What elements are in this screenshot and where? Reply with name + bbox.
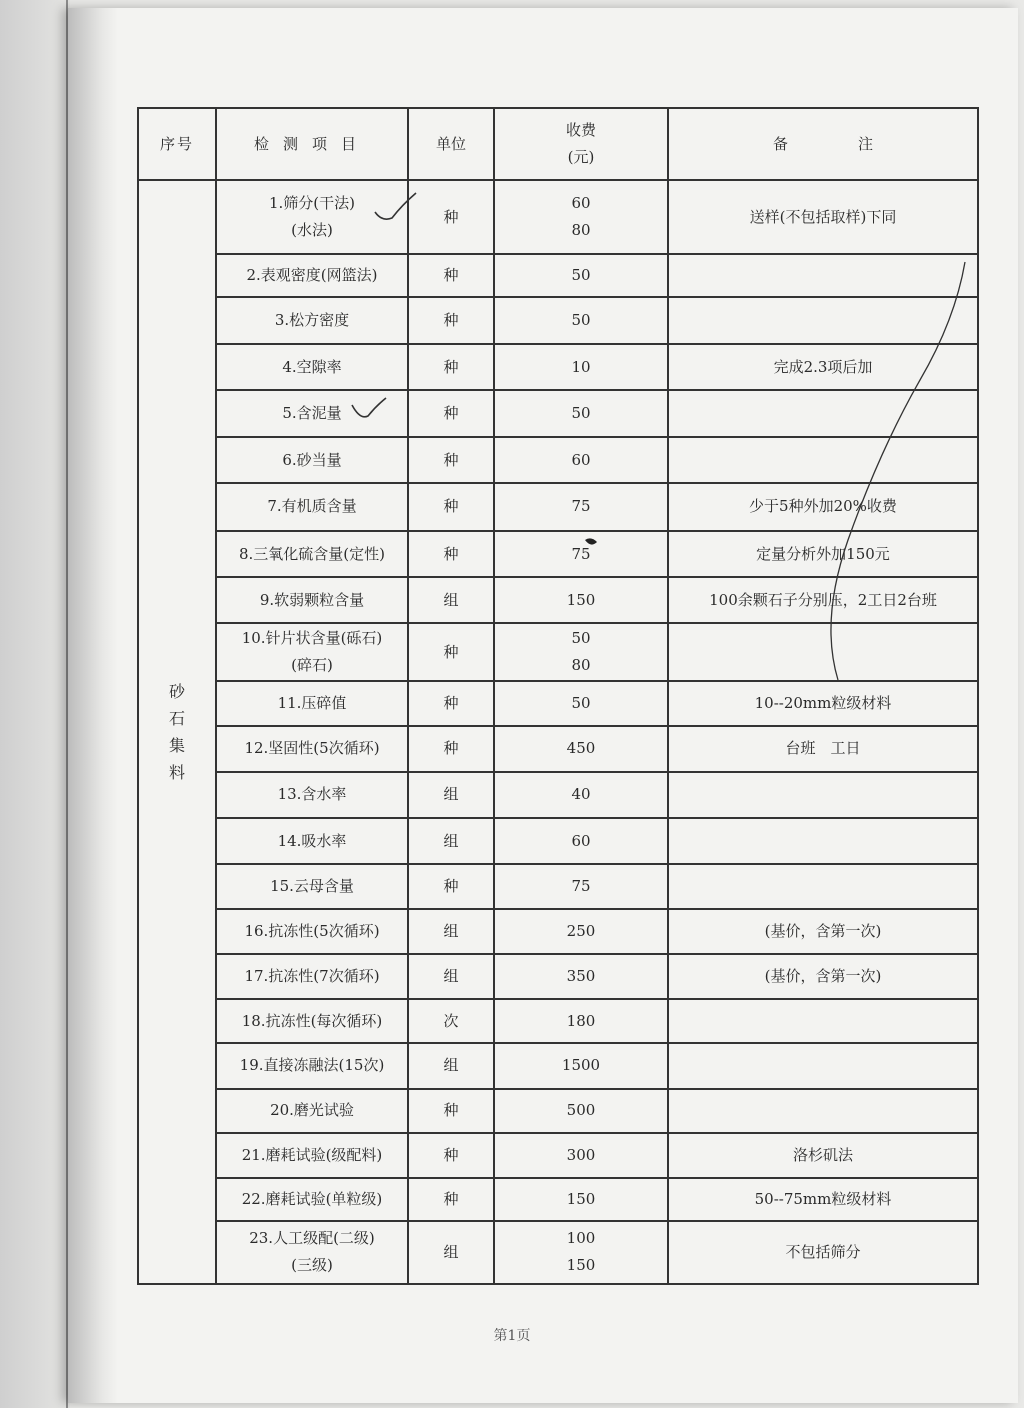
fee-cell [494, 531, 668, 578]
category-char: 料 [168, 763, 185, 782]
fee-cell [494, 390, 668, 437]
fee-cell-text: 50 [571, 266, 591, 285]
item-cell-text: 3.松方密度 [274, 310, 350, 329]
item-cell [216, 818, 408, 864]
unit-cell [408, 681, 494, 726]
note-cell [668, 772, 978, 819]
item-cell [216, 864, 408, 909]
fee-cell [494, 818, 668, 864]
fee-cell [494, 1221, 668, 1284]
header-fee-line1: 收费 [565, 121, 596, 139]
fee-cell-text: 10 [571, 357, 591, 376]
unit-cell-text: 种 [443, 404, 459, 423]
table-row [138, 864, 978, 909]
note-cell [668, 344, 978, 391]
unit-cell [408, 1221, 494, 1284]
item-cell-text: 21.磨耗试验(级配料) [241, 1146, 383, 1165]
fee-cell-text: 60 [571, 194, 591, 213]
note-cell [668, 180, 978, 254]
item-cell-text: 16.抗冻性(5次循环) [244, 922, 380, 941]
item-cell-text: 1.筛分(干法) [268, 194, 356, 213]
header-fee [494, 108, 668, 180]
table-row [138, 681, 978, 726]
category-char: 石 [168, 709, 185, 728]
item-cell [216, 297, 408, 344]
unit-cell [408, 623, 494, 681]
table-row [138, 531, 978, 578]
unit-cell-text: 次 [443, 1011, 459, 1030]
item-cell-text: 23.人工级配(二级) [249, 1229, 375, 1248]
note-cell [668, 390, 978, 437]
note-cell-text: 送样(不包括取样)下同 [749, 207, 897, 226]
note-cell [668, 483, 978, 531]
item-cell [216, 577, 408, 623]
fee-cell [494, 437, 668, 483]
note-cell-text: (基价，含第一次) [764, 967, 882, 986]
category-char: 集 [168, 736, 185, 755]
fee-cell [494, 344, 668, 391]
item-cell [216, 1043, 408, 1089]
item-cell [216, 390, 408, 437]
table-row [138, 726, 978, 772]
fee-cell-text: 180 [566, 1011, 596, 1030]
unit-cell [408, 1178, 494, 1221]
note-cell-text: (基价，含第一次) [764, 922, 882, 941]
item-cell [216, 1178, 408, 1221]
item-cell [216, 681, 408, 726]
unit-cell-text: 组 [443, 590, 459, 609]
fee-cell-text: 50 [571, 693, 591, 712]
note-cell [668, 1178, 978, 1221]
item-cell [216, 1089, 408, 1134]
fee-cell-text: 300 [566, 1146, 596, 1165]
table-row [138, 818, 978, 864]
item-cell-text: 14.吸水率 [277, 831, 347, 850]
note-cell [668, 1221, 978, 1284]
table-row [138, 1178, 978, 1221]
fee-cell [494, 297, 668, 344]
unit-cell [408, 1089, 494, 1134]
header-fee-line2: (元) [567, 148, 595, 166]
item-cell-text: 9.软弱颗粒含量 [259, 590, 365, 609]
header-item: 检测项目 [216, 108, 408, 180]
item-cell-text: 20.磨光试验 [270, 1101, 354, 1120]
unit-cell [408, 344, 494, 391]
fee-cell-text-2: 80 [571, 221, 591, 240]
item-cell-text: 12.坚固性(5次循环) [244, 739, 380, 758]
item-cell [216, 531, 408, 578]
table-row [138, 1221, 978, 1284]
table-row [138, 297, 978, 344]
fee-cell [494, 681, 668, 726]
item-cell [216, 772, 408, 819]
unit-cell [408, 180, 494, 254]
unit-cell [408, 818, 494, 864]
fee-cell [494, 1133, 668, 1178]
fee-cell-text: 40 [571, 785, 591, 804]
unit-cell-text: 种 [443, 693, 459, 712]
fee-cell-text: 450 [566, 739, 596, 758]
item-cell-text: 6.砂当量 [282, 450, 342, 469]
fee-cell [494, 577, 668, 623]
fee-cell [494, 726, 668, 772]
fee-cell-text-2: 80 [571, 656, 591, 675]
item-cell-text: 4.空隙率 [282, 357, 342, 376]
note-cell [668, 954, 978, 999]
unit-cell-text: 种 [443, 642, 459, 661]
note-cell [668, 577, 978, 623]
fee-cell [494, 999, 668, 1043]
item-cell-text-2: (三级) [291, 1256, 333, 1275]
table-row [138, 772, 978, 819]
note-cell-text: 洛杉矶法 [792, 1146, 853, 1165]
table-row [138, 254, 978, 297]
fee-cell [494, 483, 668, 531]
note-cell-text: 定量分析外加150元 [756, 544, 890, 563]
note-cell-text: 100余颗石子分别压，2工日2台班 [709, 590, 937, 609]
fee-cell-text: 150 [566, 1189, 596, 1208]
fee-cell-text: 50 [571, 310, 591, 329]
unit-cell-text: 种 [443, 739, 459, 758]
unit-cell [408, 254, 494, 297]
unit-cell-text: 种 [443, 207, 459, 226]
note-cell-text: 10--20mm粒级材料 [754, 693, 892, 712]
header-seq: 序号 [138, 108, 216, 180]
unit-cell-text: 种 [443, 310, 459, 329]
note-cell [668, 254, 978, 297]
item-cell-text: 13.含水率 [277, 785, 347, 804]
item-cell-text: 8.三氧化硫含量(定性) [238, 544, 386, 563]
unit-cell-text: 种 [443, 1101, 459, 1120]
fee-cell-text: 60 [571, 831, 591, 850]
table-row [138, 390, 978, 437]
unit-cell-text: 组 [443, 831, 459, 850]
item-cell [216, 344, 408, 391]
unit-cell-text: 种 [443, 1146, 459, 1165]
header-note-b: 注 [858, 134, 874, 153]
item-cell [216, 623, 408, 681]
page-number: 第1页 [493, 1328, 531, 1344]
fee-cell-text: 75 [571, 544, 591, 563]
fee-cell-text: 150 [566, 590, 596, 609]
unit-cell [408, 390, 494, 437]
note-cell [668, 297, 978, 344]
unit-cell [408, 999, 494, 1043]
note-cell-text: 不包括筛分 [785, 1242, 861, 1261]
header-unit: 单位 [408, 108, 494, 180]
table-row [138, 1133, 978, 1178]
fee-table [137, 107, 979, 1285]
fee-cell-text: 250 [566, 922, 596, 941]
item-cell-text: 11.压碎值 [277, 693, 347, 712]
table-row [138, 1043, 978, 1089]
item-cell-text: 2.表观密度(网篮法) [246, 266, 378, 285]
header-note-a: 备 [772, 134, 788, 153]
table-row [138, 344, 978, 391]
unit-cell [408, 726, 494, 772]
item-cell-text: 5.含泥量 [282, 404, 342, 423]
unit-cell-text: 种 [443, 876, 459, 895]
fee-cell-text: 350 [566, 967, 596, 986]
fee-cell-text: 60 [571, 450, 591, 469]
note-cell-text: 少于5种外加20%收费 [749, 497, 897, 516]
note-cell [668, 681, 978, 726]
table-row [138, 180, 978, 254]
item-cell-text: 19.直接冻融法(15次) [239, 1056, 385, 1075]
item-cell-text: 17.抗冻性(7次循环) [244, 967, 380, 986]
fee-cell [494, 1089, 668, 1134]
page-edge-shadow [0, 0, 70, 1408]
unit-cell-text: 种 [443, 1189, 459, 1208]
unit-cell [408, 772, 494, 819]
note-cell-text: 台班 工日 [785, 739, 861, 758]
note-cell [668, 1043, 978, 1089]
fee-cell [494, 909, 668, 955]
unit-cell [408, 954, 494, 999]
table-row [138, 483, 978, 531]
fee-cell [494, 954, 668, 999]
fee-cell-text: 75 [571, 497, 591, 516]
fee-cell [494, 864, 668, 909]
note-cell [668, 818, 978, 864]
note-cell [668, 623, 978, 681]
unit-cell [408, 531, 494, 578]
fee-cell-text: 500 [566, 1101, 596, 1120]
note-cell [668, 1089, 978, 1134]
note-cell [668, 1133, 978, 1178]
fee-cell [494, 623, 668, 681]
table-row [138, 954, 978, 999]
fee-cell [494, 1178, 668, 1221]
fee-cell [494, 254, 668, 297]
unit-cell-text: 组 [443, 785, 459, 804]
item-cell [216, 1133, 408, 1178]
item-cell [216, 437, 408, 483]
unit-cell-text: 种 [443, 497, 459, 516]
note-cell-text: 完成2.3项后加 [773, 357, 873, 376]
item-cell-text-2: (碎石) [291, 656, 333, 675]
unit-cell-text: 组 [443, 922, 459, 941]
note-cell-text: 50--75mm粒级材料 [754, 1189, 892, 1208]
item-cell [216, 483, 408, 531]
item-cell-text-2: (水法) [291, 221, 333, 240]
unit-cell-text: 组 [443, 967, 459, 986]
item-cell [216, 999, 408, 1043]
fee-cell-text-2: 150 [566, 1256, 596, 1275]
unit-cell [408, 909, 494, 955]
table-header-row [138, 108, 978, 180]
note-cell [668, 437, 978, 483]
unit-cell [408, 437, 494, 483]
note-cell [668, 726, 978, 772]
fee-cell-text: 1500 [561, 1056, 601, 1075]
table-row [138, 1089, 978, 1134]
category-cell [138, 180, 216, 1284]
table-row [138, 437, 978, 483]
fee-cell [494, 1043, 668, 1089]
item-cell [216, 909, 408, 955]
unit-cell-text: 种 [443, 357, 459, 376]
unit-cell-text: 种 [443, 544, 459, 563]
unit-cell-text: 种 [443, 266, 459, 285]
unit-cell [408, 1043, 494, 1089]
item-cell [216, 954, 408, 999]
unit-cell [408, 483, 494, 531]
item-cell-text: 15.云母含量 [270, 876, 354, 895]
item-cell-text: 7.有机质含量 [267, 497, 357, 516]
category-label [139, 678, 215, 786]
item-cell-text: 22.磨耗试验(单粒级) [241, 1189, 383, 1208]
unit-cell-text: 组 [443, 1056, 459, 1075]
unit-cell [408, 577, 494, 623]
item-cell-text: 10.针片状含量(砾石) [241, 629, 383, 648]
table-row [138, 909, 978, 955]
item-cell-text: 18.抗冻性(每次循环) [241, 1011, 383, 1030]
note-cell [668, 531, 978, 578]
category-char: 砂 [168, 682, 185, 701]
table-row [138, 623, 978, 681]
unit-cell [408, 297, 494, 344]
note-cell [668, 909, 978, 955]
fee-cell [494, 180, 668, 254]
unit-cell-text: 组 [443, 1242, 459, 1261]
table-row [138, 577, 978, 623]
fee-cell-text: 100 [566, 1229, 596, 1248]
item-cell [216, 1221, 408, 1284]
item-cell [216, 726, 408, 772]
unit-cell-text: 种 [443, 450, 459, 469]
item-cell [216, 180, 408, 254]
note-cell [668, 864, 978, 909]
fee-cell-text: 75 [571, 876, 591, 895]
fee-cell [494, 772, 668, 819]
fee-cell-text: 50 [571, 629, 591, 648]
note-cell [668, 999, 978, 1043]
unit-cell [408, 864, 494, 909]
item-cell [216, 254, 408, 297]
table-row [138, 999, 978, 1043]
header-note [668, 108, 978, 180]
unit-cell [408, 1133, 494, 1178]
fee-cell-text: 50 [571, 404, 591, 423]
